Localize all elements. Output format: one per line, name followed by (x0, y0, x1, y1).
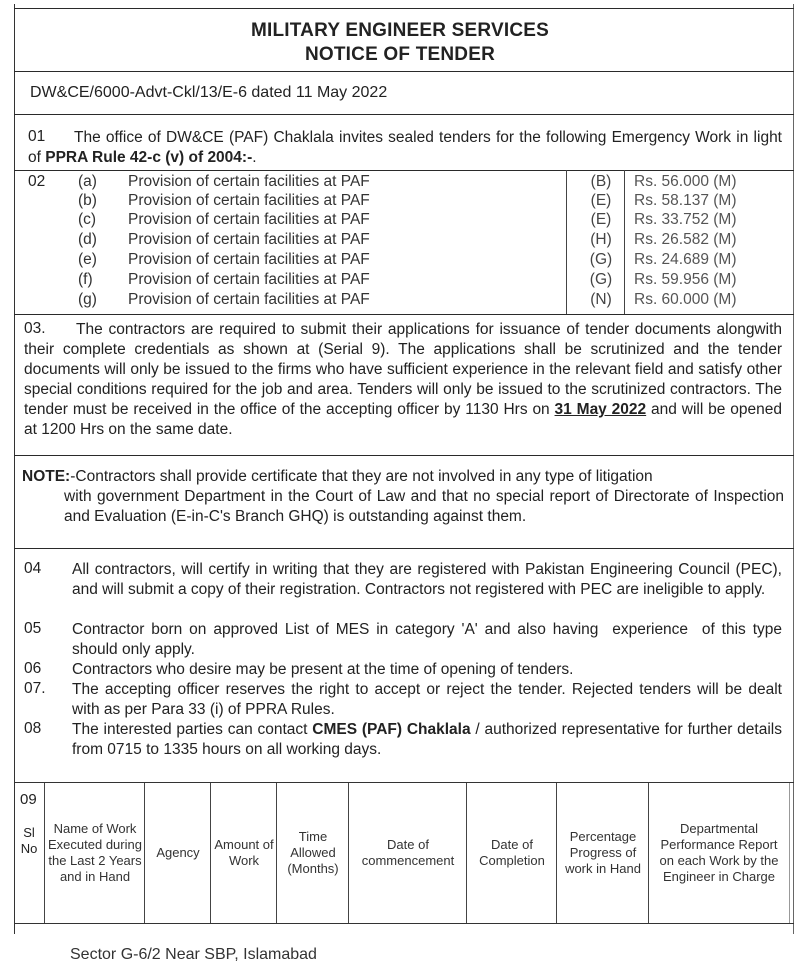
work-item-category: (G) (589, 271, 613, 288)
para08-number: 08 (24, 720, 42, 737)
work-item-description: Provision of certain facilities at PAF (128, 231, 370, 248)
col-header-sl-no: Sl No (20, 825, 38, 856)
para01-text (28, 128, 782, 168)
note-first-line (22, 467, 784, 487)
note-rest: with government Department in the Court of Law and that no special report of Directorate of Inspection and Evaluation (E-in-C's Branch GHQ) is outstanding against them. (64, 488, 784, 525)
para06-number: 06 (24, 660, 42, 677)
divider-top (14, 8, 794, 9)
divider-para03 (14, 455, 794, 456)
work-item-description: Provision of certain facilities at PAF (128, 251, 370, 268)
para05-text: Contractor born on approved List of MES in category 'A' and also having experience of this type should only apply. (72, 621, 787, 658)
para06-text: Contractors who desire may be present at the time of opening of tenders. (72, 661, 574, 678)
work-item-amount: Rs. 56.000 (M) (634, 173, 737, 190)
divider-note (14, 548, 794, 549)
work-item-category: (N) (590, 291, 612, 308)
para04-text: All contractors, will certify in writing that they are registered with Pakistan Engineering Council (PEC), and will submit a copy of their registration. Contractors not registered with PEC are ineligible to apply. (72, 561, 782, 598)
footer-address: Sector G-6/2 Near SBP, Islamabad (70, 946, 317, 963)
work-item-letter: (f) (78, 271, 93, 288)
col-header-date-commencement: Date of commencement (361, 837, 455, 868)
work-item-amount: Rs. 33.752 (M) (634, 211, 737, 228)
work-item-description: Provision of certain facilities at PAF (128, 271, 370, 288)
para03-text (24, 320, 782, 440)
col-header-percentage-progress: Percentage Progress of work in Hand (565, 829, 641, 876)
work-item-category: (E) (590, 192, 612, 209)
page-subtitle: NOTICE OF TENDER (304, 44, 496, 65)
table-col-percentage-progress (556, 783, 649, 923)
para03-text-before: The contractors are required to submit their applications for issuance of tender documents alongwith their complete credentials as shown at (Serial 9). The applications shall be scrutinized and the tender documents will only be issued to the firms who have sufficient experience in the relevant field and satisfy other special conditions required for the job and area. Tenders will only be issued to the scrutinized contractors. The tender must be received in the office of the accepting officer by 1130 Hrs on (24, 321, 782, 418)
work-item-description: Provision of certain facilities at PAF (128, 173, 370, 190)
work-item-category: (G) (589, 251, 613, 268)
work-item-letter: (g) (78, 291, 97, 308)
note-first-line-text: -Contractors shall provide certificate that they are not involved in any type of litigation (70, 468, 653, 485)
table-col-sl-no (14, 783, 44, 923)
col-header-name-of-work: Name of Work Executed during the Last 2 Years and in Hand (48, 821, 142, 884)
table-col-date-completion (466, 783, 557, 923)
work-item-description: Provision of certain facilities at PAF (128, 211, 370, 228)
table-col-time-allowed (276, 783, 349, 923)
work-item-category: (H) (590, 231, 612, 248)
work-item-letter: (a) (78, 173, 97, 190)
credentials-table (14, 782, 794, 924)
para08-text-after: / authorized representative for further details from 0715 to 1335 hours on all working days. (72, 721, 782, 758)
col-header-time-allowed: Time Allowed (Months) (287, 829, 339, 876)
para08-text-before: The interested parties can contact (72, 721, 313, 738)
table-col-amount (210, 783, 277, 923)
work-item-letter: (b) (78, 192, 97, 209)
para05-number: 05 (24, 620, 42, 637)
divider-para02 (14, 314, 794, 315)
para09-number: 09 (20, 791, 37, 808)
work-item-amount: Rs. 59.956 (M) (634, 271, 737, 288)
table-col-performance-report (648, 783, 790, 923)
col-header-amount: Amount of Work (214, 837, 274, 868)
divider-para01 (14, 170, 794, 171)
note-block (22, 467, 784, 527)
para02-number: 02 (28, 173, 46, 190)
work-item-category: (E) (590, 211, 612, 228)
divider-ref (14, 114, 794, 115)
tender-deadline-date: 31 May 2022 (554, 401, 647, 418)
para01-rule: PPRA Rule 42-c (v) of 2004:- (45, 149, 253, 166)
contact-office: CMES (PAF) Chaklala (312, 721, 471, 738)
work-item-amount: Rs. 26.582 (M) (634, 231, 737, 248)
para01-number: 01 (28, 128, 46, 145)
col-header-agency: Agency (156, 845, 200, 860)
page-title: MILITARY ENGINEER SERVICES (251, 20, 549, 41)
col-header-performance-report: Departmental Performance Report on each Work by the Engineer in Charge (659, 821, 779, 884)
work-item-amount: Rs. 60.000 (M) (634, 291, 737, 308)
para02-divider-left (566, 170, 567, 314)
para07-number: 07. (24, 680, 46, 697)
para01-text-before: The office of DW&CE (PAF) Chaklala invites sealed tenders for the following Emergency Work in light of (28, 129, 782, 166)
para08-text (72, 720, 782, 760)
para07-text: The accepting officer reserves the right to accept or reject the tender. Rejected tenders will be dealt with as per Para 33 (i) of PPRA Rules. (72, 681, 782, 718)
work-item-letter: (e) (78, 251, 97, 268)
work-item-description: Provision of certain facilities at PAF (128, 291, 370, 308)
table-col-agency (144, 783, 211, 923)
para01-text-after: . (252, 149, 257, 166)
reference-number: DW&CE/6000-Advt-Ckl/13/E-6 dated 11 May 2022 (30, 84, 388, 101)
table-col-date-commencement (348, 783, 467, 923)
work-item-category: (B) (590, 173, 612, 190)
divider-title (14, 71, 794, 72)
para04-number: 04 (24, 560, 42, 577)
work-item-letter: (c) (78, 211, 97, 228)
note-label: NOTE: (22, 468, 71, 485)
para02-divider-right (624, 170, 625, 314)
work-item-description: Provision of certain facilities at PAF (128, 192, 370, 209)
work-item-letter: (d) (78, 231, 97, 248)
para03-number: 03. (24, 320, 46, 337)
work-item-amount: Rs. 24.689 (M) (634, 251, 737, 268)
work-item-amount: Rs. 58.137 (M) (634, 192, 737, 209)
table-col-name-of-work (44, 783, 145, 923)
col-header-date-completion: Date of Completion (479, 837, 545, 868)
para03-text-after: and will be opened at 1200 Hrs on the same date. (24, 401, 782, 438)
